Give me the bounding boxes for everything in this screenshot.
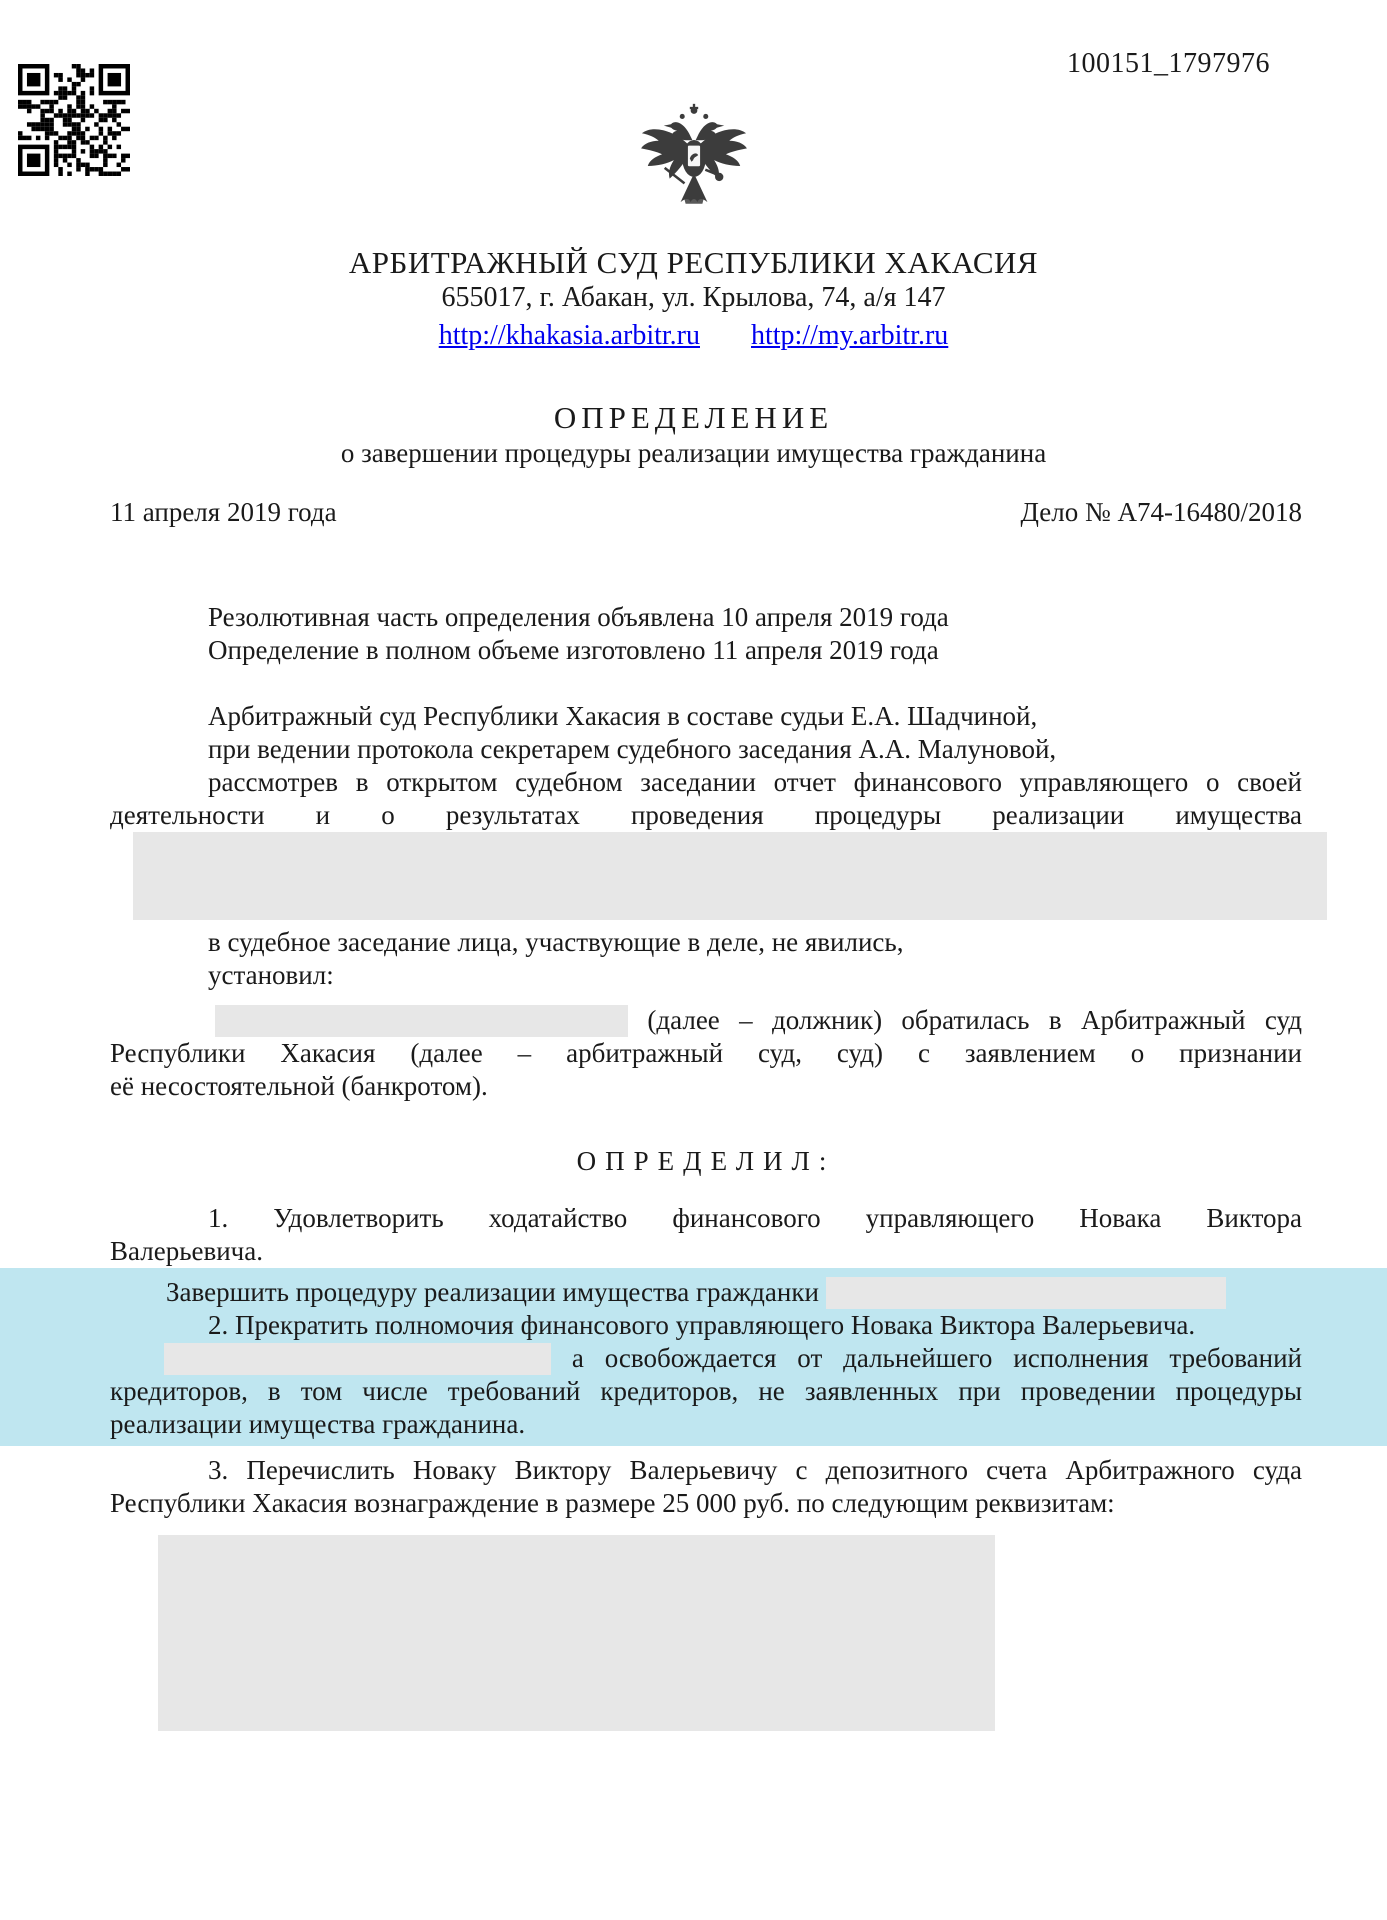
qr-code xyxy=(18,64,130,176)
link-my-arbitr[interactable]: http://my.arbitr.ru xyxy=(751,320,949,351)
redaction-inline-citizen-name xyxy=(826,1277,1226,1309)
link-khakasia-arbitr[interactable]: http://khakasia.arbitr.ru xyxy=(438,320,700,351)
links-row xyxy=(0,319,1387,352)
ruling-item1-line2: Валерьевича. xyxy=(110,1236,263,1266)
ruling-heading: ОПРЕДЕЛИЛ: xyxy=(576,1146,836,1176)
date-case-row xyxy=(110,496,1302,529)
highlight-line3-text: а освобождается от дальнейшего исполнения требований xyxy=(571,1343,1303,1373)
order-date: 11 апреля 2019 года xyxy=(110,497,337,527)
highlight-section xyxy=(0,1268,1387,1446)
spacer xyxy=(110,992,1302,1004)
highlight-line5: реализации имущества гражданина. xyxy=(110,1409,526,1439)
para-considered-1: рассмотрев в открытом судебном заседании отчет финансового управляющего о своей xyxy=(208,767,1302,797)
para-considered-2: деятельности и о результатах проведения процедуры реализации имущества xyxy=(110,800,1302,830)
spacer xyxy=(110,667,1302,700)
order-title: ОПРЕДЕЛЕНИЕ xyxy=(553,400,834,435)
highlight-line3 xyxy=(110,1342,1302,1375)
case-number: Дело № А74-16480/2018 xyxy=(1020,497,1302,527)
highlight-line4: кредиторов, в том числе требований кредиторов, не заявленных при проведении процедуры xyxy=(110,1376,1302,1406)
ruling-item3-line2: Республики Хакасия вознаграждение в размере 25 000 руб. по следующим реквизитам: xyxy=(110,1488,1115,1518)
document-number: 100151_1797976 xyxy=(1067,48,1270,79)
redaction-block-bank-details xyxy=(158,1535,995,1731)
redaction-inline-released-name xyxy=(164,1343,551,1375)
redaction-inline-debtor-name xyxy=(215,1005,628,1037)
para-claim-2: Республики Хакасия (далее – арбитражный суд, суд) с заявлением о признании xyxy=(110,1038,1302,1068)
claim-line1-text: (далее – должник) обратилась в Арбитражный суд xyxy=(647,1005,1303,1035)
ruling-item1-line1: 1. Удовлетворить ходатайство финансового управляющего Новака Виктора xyxy=(208,1203,1302,1233)
highlight-line1-text: Завершить процедуру реализации имущества гражданки xyxy=(166,1277,819,1307)
court-address: 655017, г. Абакан, ул. Крылова, 74, а/я 147 xyxy=(441,282,946,313)
coat-of-arms-icon xyxy=(0,0,1387,233)
para-attendance: в судебное заседание лица, участвующие в деле, не явились, xyxy=(208,927,904,957)
highlight-line1 xyxy=(110,1276,1302,1309)
para-full-text-made: Определение в полном объеме изготовлено 11 апреля 2019 года xyxy=(208,635,939,665)
para-resolutive: Резолютивная часть определения объявлена 10 апреля 2019 года xyxy=(208,602,949,632)
ruling-item3-line1: 3. Перечислить Новаку Виктору Валерьевичу с депозитного счета Арбитражного суда xyxy=(208,1455,1302,1485)
para-secretary: при ведении протокола секретарем судебного заседания А.А. Малуновой, xyxy=(208,734,1057,764)
court-name: АРБИТРАЖНЫЙ СУД РЕСПУБЛИКИ ХАКАСИЯ xyxy=(348,245,1039,280)
order-subtitle: о завершении процедуры реализации имущества гражданина xyxy=(340,438,1047,468)
para-claim-1 xyxy=(110,1004,1302,1037)
para-court-composition: Арбитражный суд Республики Хакасия в составе судьи Е.А. Шадчиной, xyxy=(208,701,1038,731)
redaction-block-debtor-info xyxy=(133,832,1327,920)
document-body xyxy=(110,601,1302,1731)
para-claim-3: её несостоятельной (банкротом). xyxy=(110,1071,488,1101)
para-found: установил: xyxy=(208,960,334,990)
highlight-line2: 2. Прекратить полномочия финансового управляющего Новака Виктора Валерьевича. xyxy=(208,1310,1196,1340)
